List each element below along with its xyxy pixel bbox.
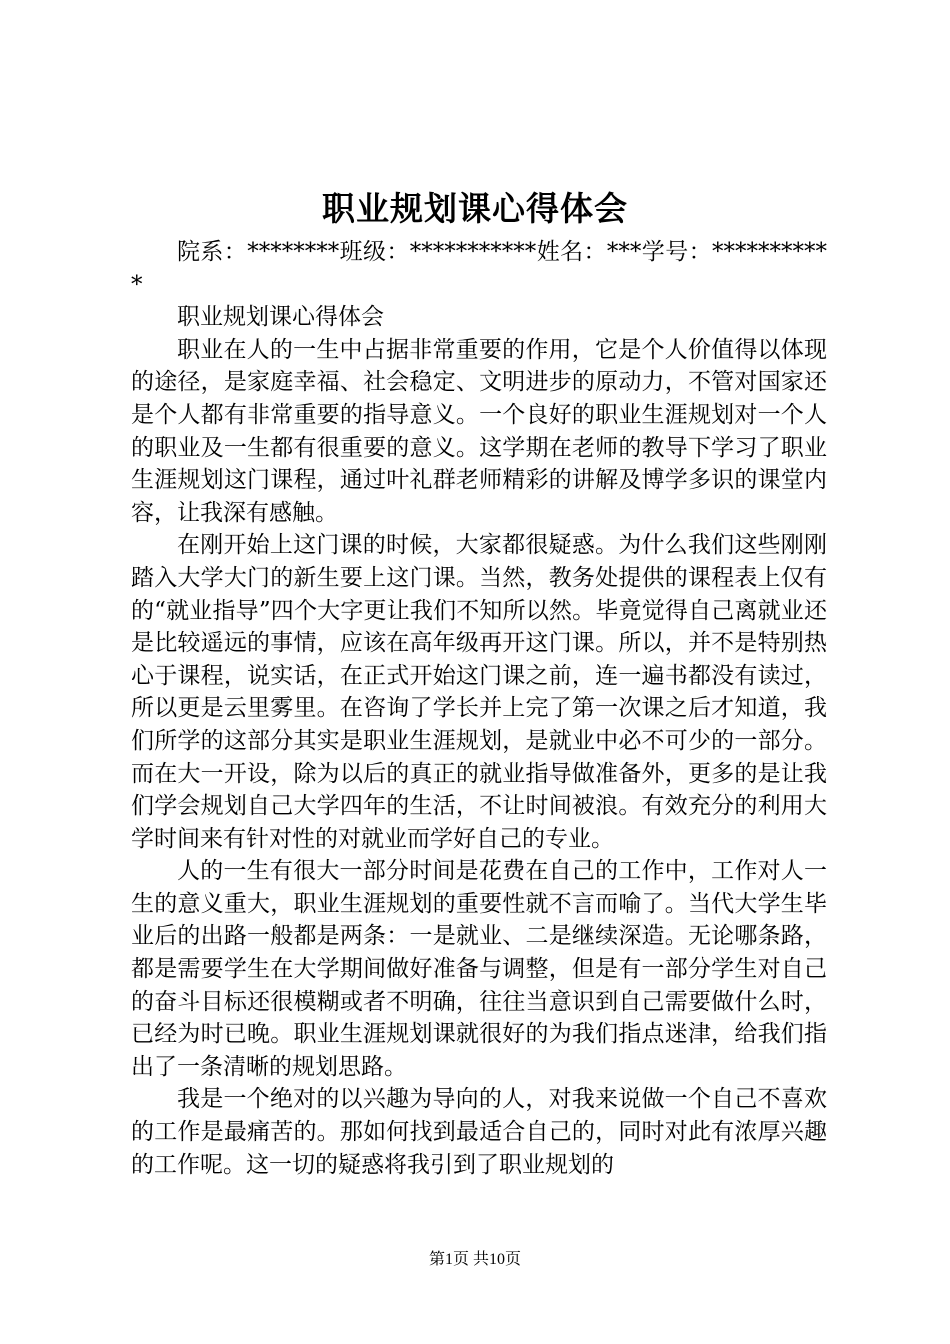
page-footer: 第1页 共10页	[428, 1251, 521, 1268]
paragraph-3: 人的一生有很大一部分时间是花费在自己的工作中，工作对人一生的意义重大，职业生涯规划的重要性就不言而喻了。当代大学生毕业后的出路一般都是两条：一是就业、二是继续深造。无论哪条路，都是需要学生在大学期间做好准备与调整，但是有一部分学生对自己的奋斗目标还很模糊或者不明确，往往当意识到自己需要做什么时，已经为时已晚。职业生涯规划课就很好的为我们指点迷津，给我们指出了一条清晰的规划思路。	[131, 858, 827, 1080]
subtitle: 职业规划课心得体会	[177, 304, 384, 331]
paragraph-1: 职业在人的一生中占据非常重要的作用，它是个人价值得以体现的途径，是家庭幸福、社会稳定、文明进步的原动力，不管对国家还是个人都有非常重要的指导意义。一个良好的职业生涯规划对一个人的职业及一生都有很重要的意义。这学期在老师的教导下学习了职业生涯规划这门课程，通过叶礼群老师精彩的讲解及博学多识的课堂内容，让我深有感触。	[131, 336, 827, 526]
paragraph-2: 在刚开始上这门课的时候，大家都很疑惑。为什么我们这些刚刚踏入大学大门的新生要上这门课。当然，教务处提供的课程表上仅有的“就业指导”四个大字更让我们不知所以然。毕竟觉得自己离就业还是比较遥远的事情，应该在高年级再开这门课。所以，并不是特别热心于课程，说实话，在正式开始这门课之前，连一遍书都没有读过，所以更是云里雾里。在咨询了学长并上完了第一次课之后才知道，我们所学的这部分其实是职业生涯规划，是就业中必不可少的一部分。而在大一开设，除为以后的真正的就业指导做准备外，更多的是让我们学会规划自己大学四年的生活，不让时间被浪。有效充分的利用大学时间来有针对性的对就业而学好自己的专业。	[131, 532, 827, 852]
document-body	[131, 236, 827, 1181]
paragraph-4: 我是一个绝对的以兴趣为导向的人，对我来说做一个自己不喜欢的工作是最痛苦的。那如何找到最适合自己的，同时对此有浓厚兴趣的工作呢。这一切的疑惑将我引到了职业规划的	[131, 1086, 827, 1178]
meta-line: 院系：********班级：***********姓名：***学号：***********	[131, 239, 827, 298]
document-title: 职业规划课心得体会	[322, 189, 628, 228]
